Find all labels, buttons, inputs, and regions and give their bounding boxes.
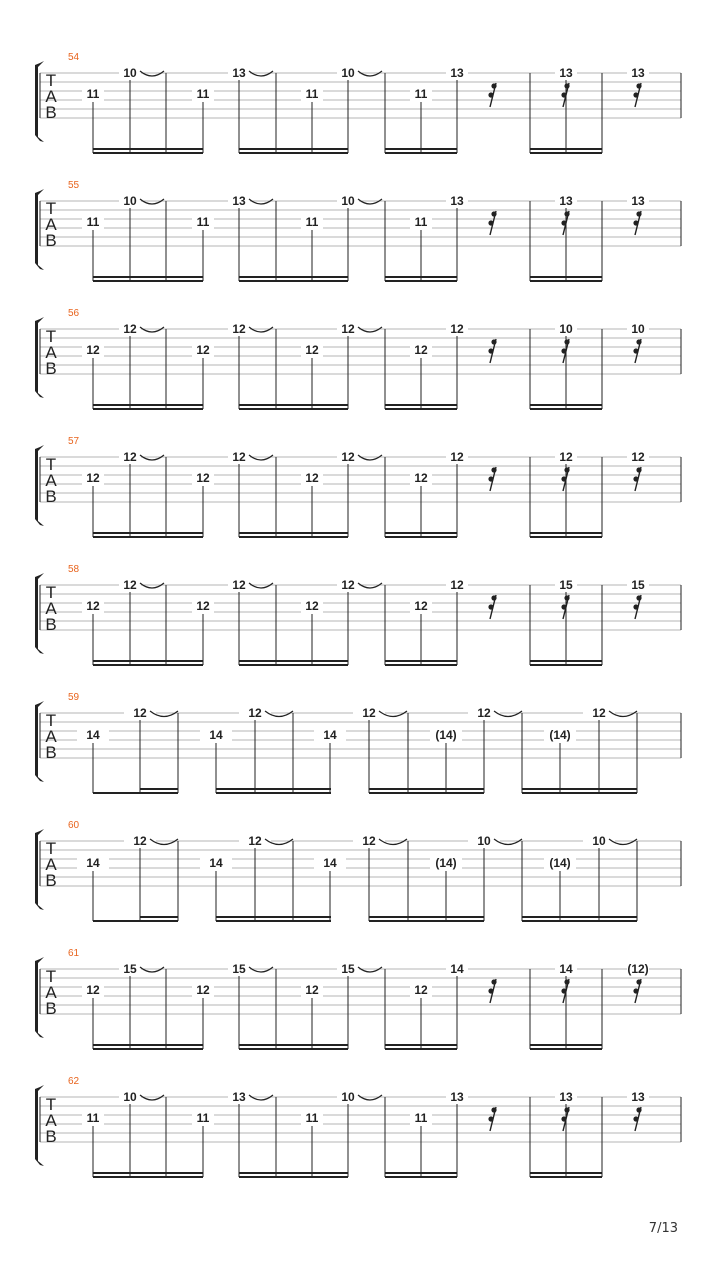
fret-number: 12 bbox=[232, 578, 246, 592]
fret-number: 13 bbox=[559, 66, 573, 80]
fret-number: 11 bbox=[86, 87, 100, 101]
fret-number: 12 bbox=[341, 322, 355, 336]
fret-number: 12 bbox=[631, 450, 645, 464]
measure-number: 60 bbox=[68, 820, 80, 831]
tab-clef-letter: B bbox=[45, 231, 57, 250]
fret-number: 10 bbox=[341, 1090, 355, 1104]
tab-staff bbox=[35, 436, 681, 537]
tab-clef-letter: B bbox=[45, 615, 57, 634]
fret-number: 12 bbox=[248, 706, 262, 720]
tab-clef-letter: B bbox=[45, 999, 57, 1018]
tab-clef-letter: A bbox=[45, 215, 57, 234]
fret-number: 12 bbox=[196, 343, 210, 357]
fret-number: 12 bbox=[414, 599, 428, 613]
fret-number: 12 bbox=[341, 450, 355, 464]
tab-staff bbox=[35, 692, 681, 793]
tab-clef-letter: T bbox=[45, 71, 57, 90]
fret-number: (14) bbox=[549, 728, 571, 742]
fret-number: 14 bbox=[209, 728, 223, 742]
fret-number: 14 bbox=[450, 962, 464, 976]
fret-number: 12 bbox=[123, 578, 137, 592]
measure-number: 62 bbox=[68, 1076, 80, 1087]
tab-clef-letter: A bbox=[45, 1111, 57, 1130]
fret-number: 12 bbox=[305, 599, 319, 613]
fret-number: 11 bbox=[414, 215, 428, 229]
fret-number: 10 bbox=[631, 322, 645, 336]
fret-number: 12 bbox=[86, 471, 100, 485]
fret-number: 10 bbox=[341, 66, 355, 80]
fret-number: 13 bbox=[450, 1090, 464, 1104]
fret-number: 14 bbox=[559, 962, 573, 976]
measure-number: 54 bbox=[68, 52, 80, 63]
fret-number: 13 bbox=[559, 194, 573, 208]
fret-number: 11 bbox=[196, 215, 210, 229]
fret-number: 13 bbox=[631, 194, 645, 208]
fret-number: 12 bbox=[559, 450, 573, 464]
fret-number: 10 bbox=[123, 1090, 137, 1104]
fret-number: 15 bbox=[631, 578, 645, 592]
fret-number: 15 bbox=[232, 962, 246, 976]
fret-number: 11 bbox=[305, 1111, 319, 1125]
fret-number: 12 bbox=[123, 450, 137, 464]
fret-number: 12 bbox=[123, 322, 137, 336]
fret-number: 12 bbox=[305, 983, 319, 997]
tab-clef-letter: T bbox=[45, 455, 57, 474]
fret-number: 12 bbox=[362, 706, 376, 720]
fret-number: 14 bbox=[86, 856, 100, 870]
fret-number: 10 bbox=[592, 834, 606, 848]
fret-number: 12 bbox=[450, 322, 464, 336]
fret-number: 12 bbox=[232, 450, 246, 464]
tab-staff bbox=[35, 180, 681, 281]
tab-clef-letter: B bbox=[45, 487, 57, 506]
fret-number: 12 bbox=[305, 471, 319, 485]
fret-number: 12 bbox=[86, 983, 100, 997]
tab-clef-letter: A bbox=[45, 87, 57, 106]
tab-clef-letter: A bbox=[45, 471, 57, 490]
fret-number: 12 bbox=[592, 706, 606, 720]
fret-number: 11 bbox=[414, 87, 428, 101]
fret-number: 12 bbox=[414, 471, 428, 485]
tab-clef-letter: T bbox=[45, 583, 57, 602]
fret-number: 12 bbox=[196, 599, 210, 613]
measure-number: 58 bbox=[68, 564, 80, 575]
tab-clef-letter: T bbox=[45, 839, 57, 858]
fret-number: 10 bbox=[559, 322, 573, 336]
fret-number: 12 bbox=[305, 343, 319, 357]
fret-number: 12 bbox=[450, 450, 464, 464]
fret-number: 10 bbox=[123, 194, 137, 208]
tab-clef-letter: B bbox=[45, 871, 57, 890]
fret-number: 13 bbox=[232, 66, 246, 80]
tab-clef-letter: B bbox=[45, 359, 57, 378]
fret-number: 13 bbox=[232, 1090, 246, 1104]
fret-number: 10 bbox=[341, 194, 355, 208]
fret-number: (12) bbox=[627, 962, 649, 976]
measure-number: 55 bbox=[68, 180, 80, 191]
tab-staff bbox=[35, 1076, 681, 1177]
fret-number: 14 bbox=[323, 856, 337, 870]
fret-number: 14 bbox=[209, 856, 223, 870]
tab-clef-letter: T bbox=[45, 967, 57, 986]
fret-number: 12 bbox=[196, 983, 210, 997]
fret-number: 12 bbox=[248, 834, 262, 848]
tab-clef-letter: A bbox=[45, 983, 57, 1002]
fret-number: 13 bbox=[232, 194, 246, 208]
fret-number: 12 bbox=[196, 471, 210, 485]
tab-clef-letter: B bbox=[45, 1127, 57, 1146]
tab-staff bbox=[35, 564, 681, 665]
page-number: 7/13 bbox=[648, 1221, 678, 1236]
fret-number: 12 bbox=[414, 983, 428, 997]
fret-number: 12 bbox=[341, 578, 355, 592]
fret-number: 13 bbox=[631, 66, 645, 80]
fret-number: (14) bbox=[435, 856, 457, 870]
fret-number: 12 bbox=[86, 599, 100, 613]
tab-staff bbox=[35, 820, 681, 921]
fret-number: 12 bbox=[133, 706, 147, 720]
measure-number: 61 bbox=[68, 948, 80, 959]
tab-clef-letter: B bbox=[45, 743, 57, 762]
fret-number: 11 bbox=[305, 215, 319, 229]
fret-number: (14) bbox=[435, 728, 457, 742]
fret-number: 11 bbox=[414, 1111, 428, 1125]
fret-number: 12 bbox=[232, 322, 246, 336]
fret-number: 10 bbox=[477, 834, 491, 848]
fret-number: 12 bbox=[86, 343, 100, 357]
fret-number: 14 bbox=[323, 728, 337, 742]
fret-number: 11 bbox=[305, 87, 319, 101]
tab-clef-letter: A bbox=[45, 727, 57, 746]
fret-number: 11 bbox=[196, 1111, 210, 1125]
fret-number: 15 bbox=[559, 578, 573, 592]
fret-number: 12 bbox=[477, 706, 491, 720]
tab-clef-letter: T bbox=[45, 327, 57, 346]
fret-number: 13 bbox=[559, 1090, 573, 1104]
fret-number: 12 bbox=[133, 834, 147, 848]
tab-clef-letter: B bbox=[45, 103, 57, 122]
tab-staff bbox=[35, 52, 681, 153]
fret-number: 14 bbox=[86, 728, 100, 742]
fret-number: 12 bbox=[414, 343, 428, 357]
tab-clef-letter: A bbox=[45, 855, 57, 874]
fret-number: 12 bbox=[362, 834, 376, 848]
fret-number: 11 bbox=[86, 1111, 100, 1125]
measure-number: 56 bbox=[68, 308, 80, 319]
tab-clef-letter: T bbox=[45, 1095, 57, 1114]
fret-number: 12 bbox=[450, 578, 464, 592]
fret-number: 15 bbox=[341, 962, 355, 976]
tab-staff bbox=[35, 308, 681, 409]
fret-number: 13 bbox=[631, 1090, 645, 1104]
tab-clef-letter: T bbox=[45, 711, 57, 730]
tab-staff bbox=[35, 948, 681, 1049]
tab-clef-letter: A bbox=[45, 343, 57, 362]
tab-clef-letter: T bbox=[45, 199, 57, 218]
fret-number: (14) bbox=[549, 856, 571, 870]
tab-clef-letter: A bbox=[45, 599, 57, 618]
fret-number: 15 bbox=[123, 962, 137, 976]
fret-number: 11 bbox=[86, 215, 100, 229]
measure-number: 57 bbox=[68, 436, 80, 447]
fret-number: 11 bbox=[196, 87, 210, 101]
measure-number: 59 bbox=[68, 692, 80, 703]
fret-number: 13 bbox=[450, 194, 464, 208]
fret-number: 10 bbox=[123, 66, 137, 80]
fret-number: 13 bbox=[450, 66, 464, 80]
